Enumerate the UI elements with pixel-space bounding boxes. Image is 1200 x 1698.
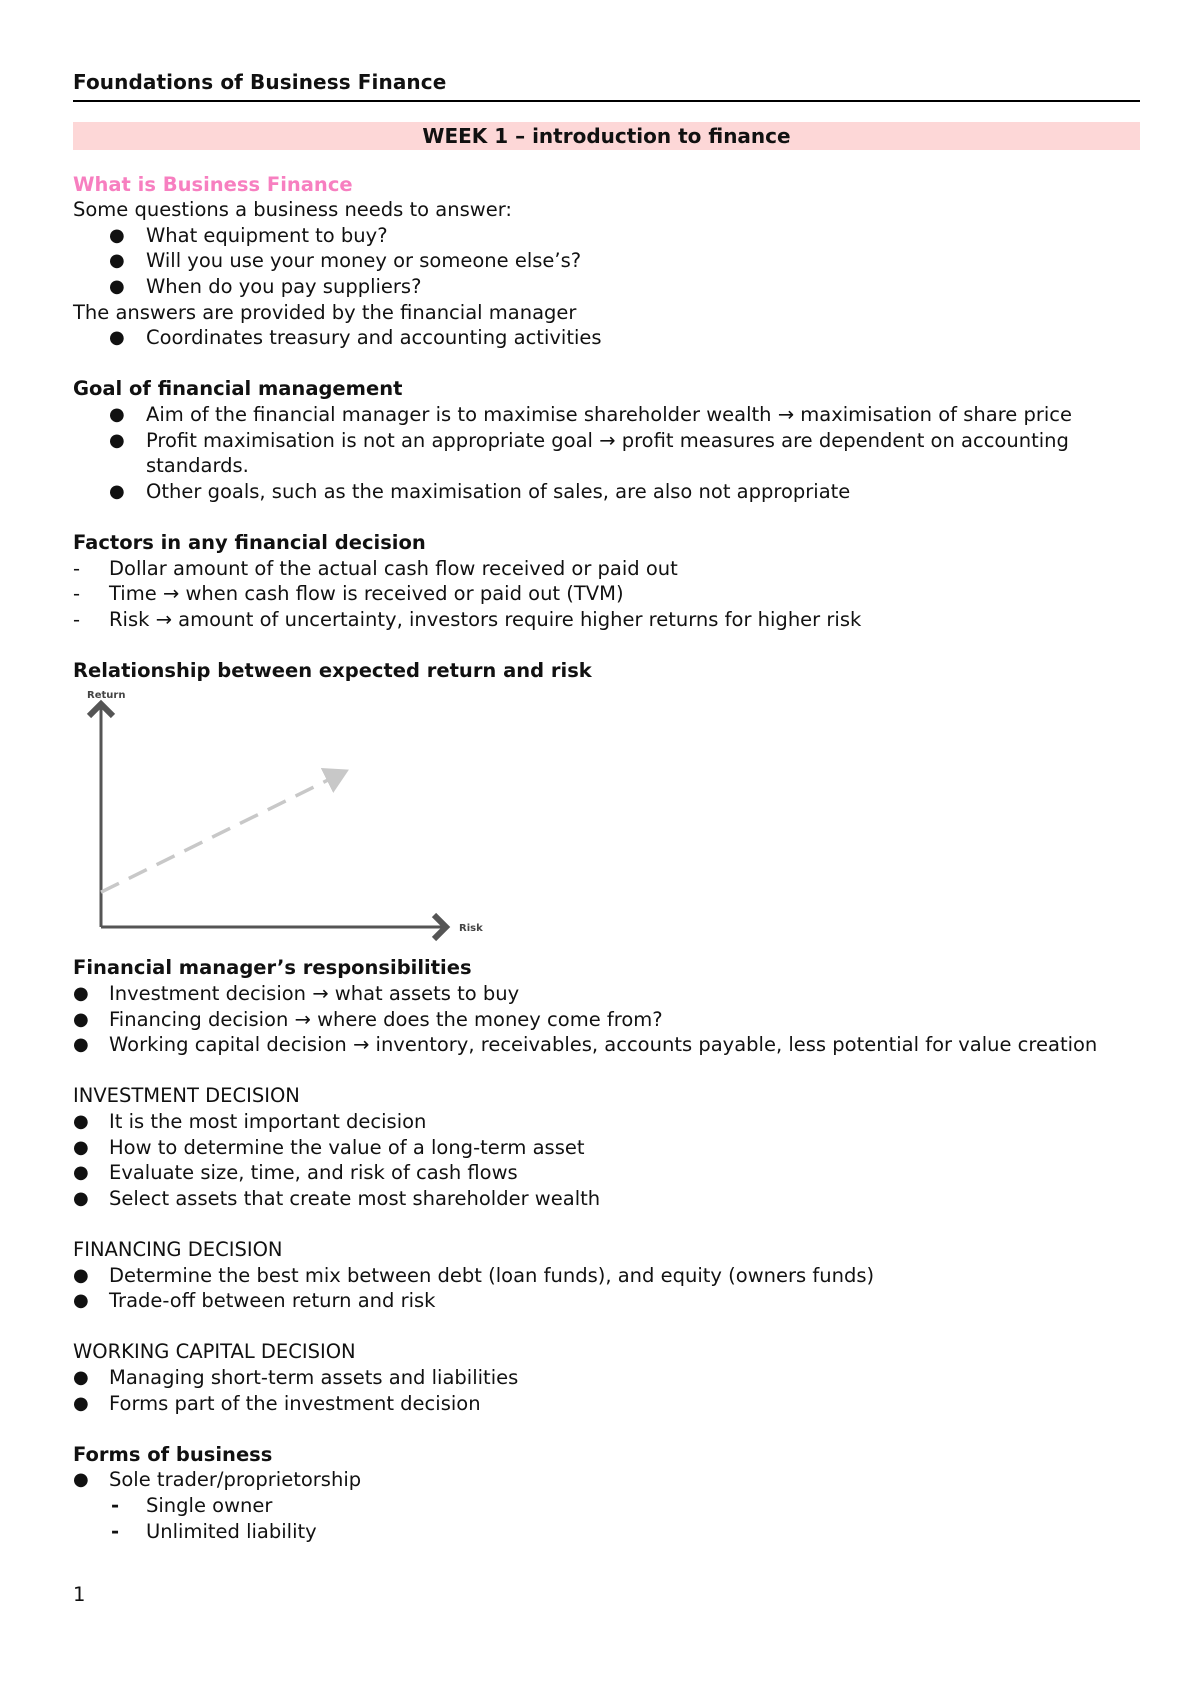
list-item: ● Forms part of the investment decision <box>73 1391 481 1415</box>
list-item: ● Trade-off between return and risk <box>73 1289 436 1313</box>
bullet-icon: ● <box>73 1111 89 1133</box>
goal-list <box>73 402 1140 504</box>
bullet-icon: ● <box>73 1136 89 1158</box>
bullet-icon: ● <box>109 327 125 349</box>
list-item: ● Investment decision → what assets to buy <box>73 982 520 1006</box>
bullet-icon: ● <box>73 1290 89 1312</box>
bullet-icon: ● <box>73 1008 89 1030</box>
list-item: ● Coordinates treasury and accounting activities <box>109 326 602 350</box>
bullet-icon: ● <box>109 224 125 246</box>
bullet-icon: ● <box>73 1264 89 1286</box>
factors-list <box>73 556 1140 633</box>
section-heading-forms: Forms of business <box>73 1442 273 1466</box>
bullet-icon: ● <box>109 275 125 297</box>
investment-list <box>73 1109 1140 1211</box>
chart-svg <box>73 690 493 947</box>
section-heading-factors: Factors in any financial decision <box>73 530 426 554</box>
week-banner: WEEK 1 – introduction to finance <box>73 122 1140 150</box>
document-title: Foundations of Business Finance <box>73 70 1140 102</box>
list-item: ● Will you use your money or someone else’s? <box>109 249 582 273</box>
bullet-icon: ● <box>73 983 89 1005</box>
list-item: ● Managing short-term assets and liabilities <box>73 1365 519 1389</box>
bullet-icon: ● <box>73 1366 89 1388</box>
bullet-icon: ● <box>73 1469 89 1491</box>
list-item: ● When do you pay suppliers? <box>109 274 422 298</box>
list-item: ● Profit maximisation is not an appropriate goal → profit measures are dependent on accounting standards. <box>109 428 1069 478</box>
x-axis-label: Risk <box>459 923 483 935</box>
list-item: ● It is the most important decision <box>73 1110 427 1134</box>
section-heading-goal: Goal of financial management <box>73 377 403 401</box>
dash-marker: - <box>73 582 81 606</box>
bullet-icon: ● <box>73 1187 89 1209</box>
list-item: ● Select assets that create most shareholder wealth <box>73 1186 601 1210</box>
document-page <box>73 70 1140 1544</box>
bullet-icon: ● <box>109 480 125 502</box>
list-item: ● Working capital decision → inventory, receivables, accounts payable, less potential for value creation <box>73 1033 1098 1057</box>
list-item: - Time → when cash flow is received or paid out (TVM) <box>73 582 624 606</box>
forms-list <box>73 1467 1140 1544</box>
financing-list <box>73 1263 1140 1314</box>
bullet-icon: ● <box>73 1392 89 1414</box>
answer-text: The answers are provided by the financial manager <box>73 300 577 324</box>
list-item: ● Other goals, such as the maximisation of sales, are also not appropriate <box>109 479 851 503</box>
section-heading-working-capital: WORKING CAPITAL DECISION <box>73 1340 356 1364</box>
section-heading-investment: INVESTMENT DECISION <box>73 1084 300 1108</box>
list-item: ● How to determine the value of a long-term asset <box>73 1135 585 1159</box>
sub-list-item: - Unlimited liability <box>111 1519 317 1543</box>
dash-marker: - <box>111 1493 120 1517</box>
risk-return-chart <box>73 690 493 947</box>
list-item: - Dollar amount of the actual cash flow received or paid out <box>73 556 678 580</box>
y-axis-label: Return <box>87 690 126 702</box>
bullet-icon: ● <box>109 250 125 272</box>
dash-marker: - <box>111 1519 120 1543</box>
series-line-0 <box>101 772 346 893</box>
answer-list <box>73 325 1140 351</box>
section-heading-responsibilities: Financial manager’s responsibilities <box>73 956 472 980</box>
dash-marker: - <box>73 607 81 631</box>
section-heading-financing: FINANCING DECISION <box>73 1238 283 1261</box>
bullet-icon: ● <box>73 1034 89 1056</box>
section-heading-relationship: Relationship between expected return and risk <box>73 658 592 682</box>
dash-marker: - <box>73 556 81 580</box>
bullet-icon: ● <box>109 429 125 451</box>
list-item: ● Sole trader/proprietorship <box>73 1468 362 1492</box>
list-item: ● Determine the best mix between debt (loan funds), and equity (owners funds) <box>73 1263 875 1287</box>
page-number: 1 <box>73 1583 86 1606</box>
questions-list <box>73 223 1140 300</box>
section-heading-what-is: What is Business Finance <box>73 172 353 196</box>
working-capital-list <box>73 1365 1140 1416</box>
list-item: - Risk → amount of uncertainty, investors require higher returns for higher risk <box>73 607 862 631</box>
intro-text: Some questions a business needs to answer: <box>73 198 512 222</box>
list-item: ● Aim of the financial manager is to maximise shareholder wealth → maximisation of share price <box>109 402 1073 426</box>
bullet-icon: ● <box>109 403 125 425</box>
bullet-icon: ● <box>73 1162 89 1184</box>
sub-list-item: - Single owner <box>111 1493 273 1517</box>
list-item: ● Evaluate size, time, and risk of cash flows <box>73 1161 518 1185</box>
list-item: ● What equipment to buy? <box>109 223 388 247</box>
responsibilities-list <box>73 981 1140 1058</box>
list-item: ● Financing decision → where does the money come from? <box>73 1007 663 1031</box>
